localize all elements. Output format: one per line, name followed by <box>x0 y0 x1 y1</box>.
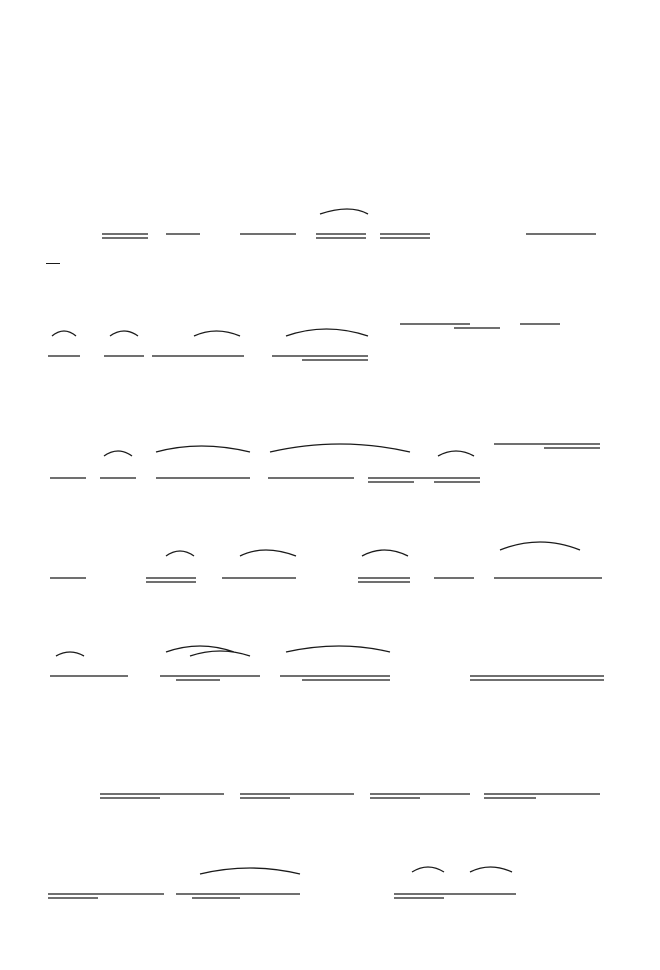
underline <box>494 444 600 448</box>
underline <box>48 356 368 360</box>
underline <box>50 676 604 680</box>
underline <box>50 578 602 582</box>
underline <box>48 894 516 898</box>
slur <box>104 444 474 456</box>
underline <box>100 794 600 798</box>
underline <box>400 324 560 328</box>
underline <box>102 234 596 238</box>
slur <box>56 646 390 656</box>
underline <box>50 478 480 482</box>
slur <box>320 209 368 214</box>
slur <box>52 329 368 336</box>
slur <box>166 542 580 556</box>
slur <box>200 867 512 874</box>
